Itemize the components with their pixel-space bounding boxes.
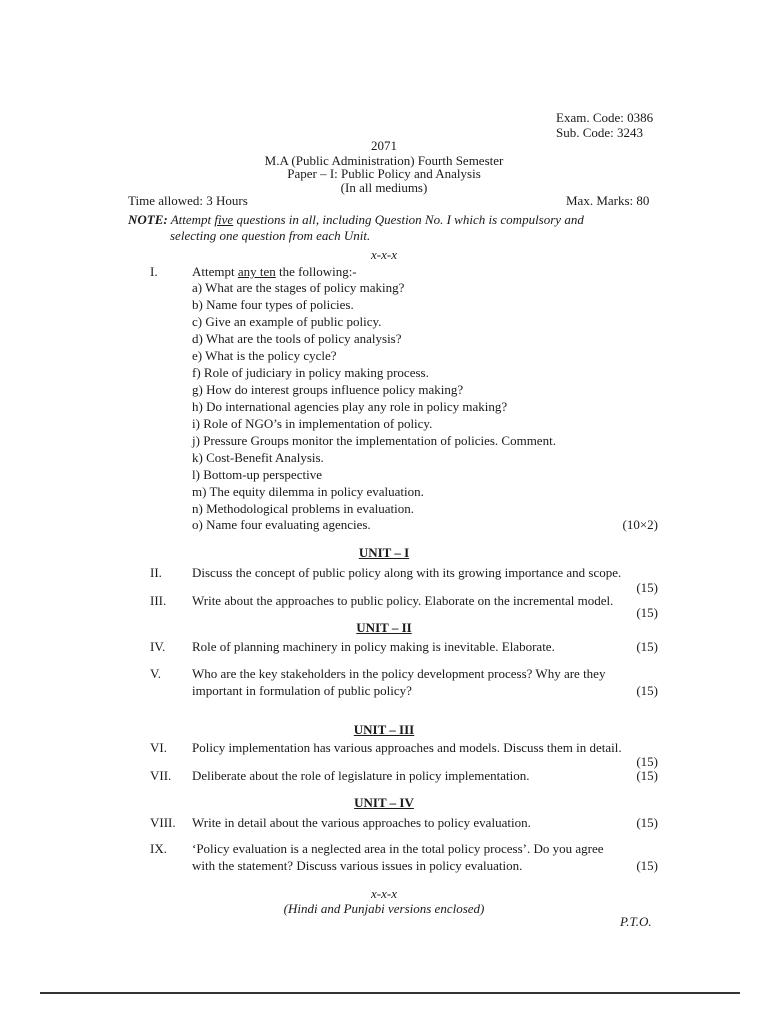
mediums: (In all mediums) [340,180,428,195]
q1-item-k: k) Cost-Benefit Analysis. [192,450,324,465]
q1-item-b: b) Name four types of policies. [192,297,354,312]
q5-line-1: Who are the key stakeholders in the policy development process? Why are they [192,666,606,681]
q2-numeral: II. [150,565,162,580]
q1-item-i: i) Role of NGO’s in implementation of policy. [192,416,433,431]
exam-code: Exam. Code: 0386 [556,110,654,125]
unit-1-heading: UNIT – I [358,545,410,560]
q1-item-j: j) Pressure Groups monitor the implementation of policies. Comment. [192,433,556,448]
q8-marks: (15) [636,815,658,830]
pto: P.T.O. [620,914,652,929]
q1-item-f: f) Role of judiciary in policy making process. [192,365,429,380]
q4-numeral: IV. [150,639,166,654]
note-label: NOTE: [128,212,168,227]
q3-marks: (15) [636,605,658,620]
q1-numeral: I. [150,264,158,279]
note-text-post: questions in all, including Question No. I which is compulsory and [233,212,584,227]
top-separator: x-x-x [371,247,397,262]
q6-text: Policy implementation has various approaches and models. Discuss them in detail. [192,740,622,755]
q1-item-e: e) What is the policy cycle? [192,348,337,363]
q1-item-d: d) What are the tools of policy analysis? [192,331,402,346]
sub-code: Sub. Code: 3243 [556,125,644,140]
q9-numeral: IX. [150,841,167,856]
q9-line-2: with the statement? Discuss various issues in policy evaluation. [192,858,523,873]
unit-2-heading: UNIT – II [356,620,412,635]
q6-marks: (15) [636,754,658,769]
q1-item-c: c) Give an example of public policy. [192,314,382,329]
q7-marks: (15) [636,768,658,783]
q9-line-1: ‘Policy evaluation is a neglected area in the total policy process’. Do you agree [192,841,604,856]
unit-3-heading: UNIT – III [353,722,415,737]
q9-marks: (15) [636,858,658,873]
q1-marks: (10×2) [622,517,658,532]
course-title: M.A (Public Administration) Fourth Semester [264,153,504,168]
exam-year: 2071 [371,138,397,153]
q1-item-a: a) What are the stages of policy making? [192,280,405,295]
q1-intro-any-ten: any ten [237,264,276,279]
q5-line-2: important in formulation of public policy? [192,683,412,698]
q8-text: Write in detail about the various approaches to policy evaluation. [192,815,531,830]
q2-marks: (15) [636,580,658,595]
q1-intro-post: the following:- [275,264,357,279]
q7-numeral: VII. [150,768,172,783]
q1-item-h: h) Do international agencies play any role in policy making? [192,399,508,414]
q3-text: Write about the approaches to public policy. Elaborate on the incremental model. [192,593,614,608]
q8-numeral: VIII. [150,815,176,830]
bottom-separator: x-x-x [371,886,397,901]
q1-intro-pre: Attempt [192,264,238,279]
q2-text: Discuss the concept of public policy along with its growing importance and scope. [192,565,622,580]
note-line-1 [128,212,584,228]
q1-item-o: o) Name four evaluating agencies. [192,517,371,532]
q1-item-m: m) The equity dilemma in policy evaluation. [192,484,424,499]
versions-note: (Hindi and Punjabi versions enclosed) [283,901,485,916]
paper-title: Paper – I: Public Policy and Analysis [287,166,481,181]
note-five: five [214,212,234,227]
q1-item-l: l) Bottom-up perspective [192,467,322,482]
q5-marks: (15) [636,683,658,698]
time-allowed: Time allowed: 3 Hours [128,193,248,208]
note-line-2: selecting one question from each Unit. [170,228,371,243]
q6-numeral: VI. [150,740,167,755]
q1-item-g: g) How do interest groups influence policy making? [192,382,464,397]
q1-item-n: n) Methodological problems in evaluation. [192,501,415,516]
bottom-scan-edge [40,992,740,994]
q5-numeral: V. [150,666,161,681]
q3-numeral: III. [150,593,167,608]
unit-4-heading: UNIT – IV [354,795,414,810]
q7-text: Deliberate about the role of legislature in policy implementation. [192,768,530,783]
q4-text: Role of planning machinery in policy making is inevitable. Elaborate. [192,639,555,654]
max-marks: Max. Marks: 80 [566,193,650,208]
q4-marks: (15) [636,639,658,654]
q1-intro [192,264,357,280]
note-text-pre: Attempt [167,212,215,227]
